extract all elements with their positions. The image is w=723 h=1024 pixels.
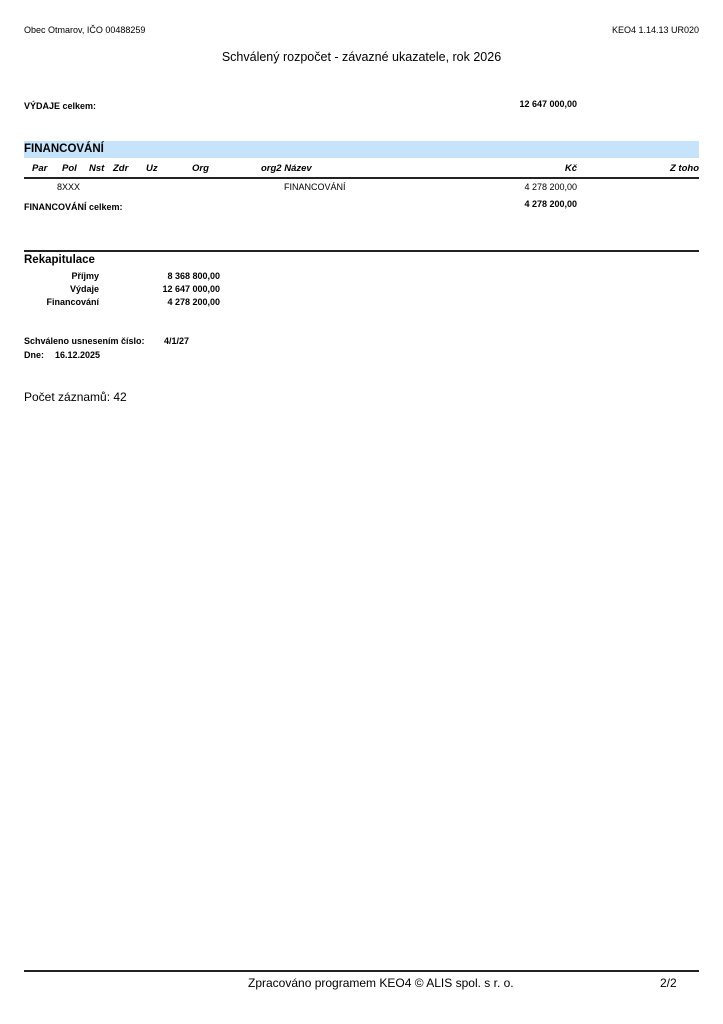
rekap-vydaje-label: Výdaje xyxy=(69,284,99,294)
dne-label: Dne: xyxy=(24,350,44,360)
page-title: Schválený rozpočet - závazné ukazatele, rok 2026 xyxy=(221,50,502,64)
col-org: Org xyxy=(192,163,209,174)
rekap-financovani-value: 4 278 200,00 xyxy=(167,297,220,307)
col-zdr: Zdr xyxy=(113,163,129,174)
program-version: KEO4 1.14.13 UR020 xyxy=(611,25,699,35)
col-z-toho: Z toho xyxy=(669,163,699,174)
financovani-section-band xyxy=(24,141,699,158)
col-org2-nazev: org2 Název xyxy=(261,163,312,174)
rekap-prijmy-value: 8 368 800,00 xyxy=(167,271,220,281)
financovani-section-title: FINANCOVÁNÍ xyxy=(24,143,104,155)
col-pol: Pol xyxy=(62,163,77,174)
col-uz: Uz xyxy=(146,163,158,174)
vydaje-total-label: VÝDAJE celkem: xyxy=(24,101,97,111)
financovani-total-value: 4 278 200,00 xyxy=(524,199,577,209)
vydaje-total-value: 12 647 000,00 xyxy=(519,99,577,109)
col-nst: Nst xyxy=(89,163,105,174)
rekap-prijmy-label: Příjmy xyxy=(71,271,99,281)
record-count: Počet záznamů: 42 xyxy=(24,390,127,404)
rekap-vydaje-value: 12 647 000,00 xyxy=(162,284,220,294)
dne-value: 16.12.2025 xyxy=(55,350,101,360)
row-nazev: FINANCOVÁNÍ xyxy=(284,182,346,192)
municipality-header: Obec Otmarov, IČO 00488259 xyxy=(24,25,146,35)
rekapitulace-title: Rekapitulace xyxy=(24,254,95,266)
rekapitulace-rule xyxy=(24,250,699,252)
rekap-financovani-label: Financování xyxy=(46,297,99,307)
usneseni-label: Schváleno usnesením číslo: xyxy=(24,336,145,346)
row-kc: 4 278 200,00 xyxy=(524,182,577,192)
col-par: Par xyxy=(32,163,48,174)
table-header-rule xyxy=(24,177,699,179)
row-pol: 8XXX xyxy=(57,182,81,192)
footer-rule xyxy=(24,970,699,972)
footer-text: Zpracováno programem KEO4 © ALIS spol. s r. o. xyxy=(248,976,514,990)
usneseni-value: 4/1/27 xyxy=(164,336,190,346)
col-kc: Kč xyxy=(564,163,577,174)
financovani-total-label: FINANCOVÁNÍ celkem: xyxy=(24,202,123,212)
page-number: 2/2 xyxy=(660,976,677,990)
